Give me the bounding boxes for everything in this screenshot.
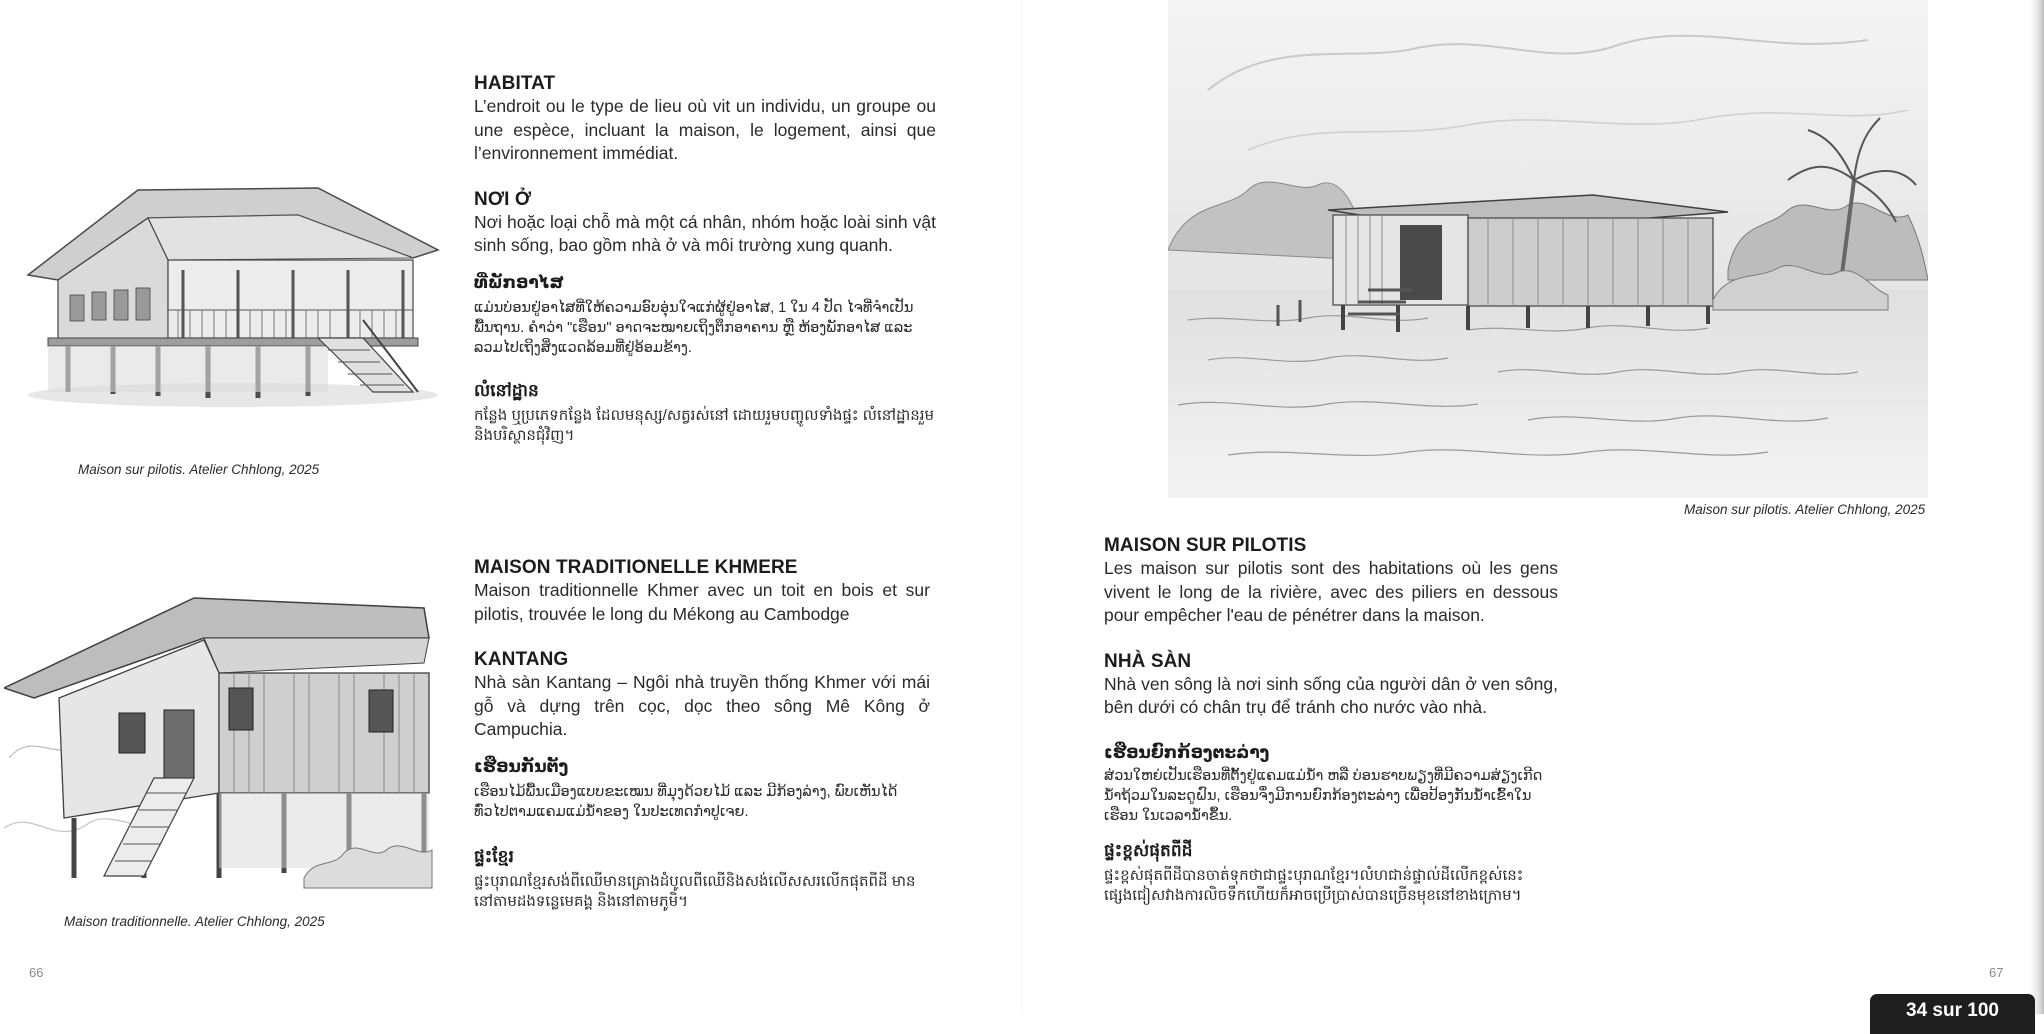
entry-title: ເຮືອນກັນຕັງ <box>474 756 569 776</box>
khmer-house-drawing-icon <box>4 578 434 893</box>
entry-text: ແມ່ນບ່ອນຢູ່ອາໄສທີ່ໃຫ້ຄວາມອົບອຸ່ນໃຈແກ່ຜູ້ຢູ່ອາໄສ, 1 ໃນ 4 ປັດ ໄຈທີ່ຈຳເປັນພື້ນຖານ. ຄຳວ່າ "ເຮືອນ" ອາດຈະໝາຍເຖິງຕຶກອາຄານ ຫຼື ຫ້ອງພັກອາໄສ ແລະ ລວມໄປເຖິງສິ່ງແວດລ້ອມທີ່ຢູ່ອ້ອມຂ້າງ. <box>474 299 914 356</box>
page-edge <box>2030 0 2044 1014</box>
illustration-caption: Maison sur pilotis. Atelier Chhlong, 2025 <box>78 462 320 477</box>
page-number: 66 <box>29 965 44 980</box>
entry-title: លំនៅដ្ឋាន <box>474 380 539 400</box>
page-counter-badge[interactable]: 34 sur 100 <box>1870 994 2035 1034</box>
entry-khmer-stilt-house <box>1104 840 1558 906</box>
riverside-stilt-hut-drawing-icon <box>1168 0 1928 498</box>
glossary-column <box>474 72 936 446</box>
entry-nha-san <box>1104 650 1558 720</box>
stilt-house-drawing-icon <box>18 180 443 415</box>
illustration-caption: Maison traditionnelle. Atelier Chhlong, 2025 <box>64 914 325 929</box>
entry-text: Nhà ven sông là nơi sinh sống của người dân ở ven sông, bên dưới có chân trụ để tránh cho nước vào nhà. <box>1104 673 1558 717</box>
entry-lao-habitat <box>474 272 936 358</box>
entry-text: Nơi hoặc loại chỗ mà một cá nhân, nhóm hoặc loài sinh vật sinh sống, bao gồm nhà ở và môi trường xung quanh. <box>474 211 936 255</box>
entry-lao-kantang <box>474 756 930 822</box>
entry-text: ផ្ទះខ្ពស់ផុតពីដីបានចាត់ទុកថាជាផ្ទះបុរាណខ្មែរ។លំហជាន់ផ្ទាល់ដីលើកខ្ពស់នេះផ្សេងជៀសវាងការលិចទឹកហើយក៏អាចប្រើប្រាស់បានច្រើនមុខនៅខាងក្រោម។ <box>1104 866 1524 904</box>
glossary-column <box>474 556 930 912</box>
entry-maison-khmere <box>474 556 930 626</box>
entry-text: ສ່ວນໃຫຍ່ເປັນເຮືອນທີ່ຕັ້ງຢູ່ແຄມແມ່ນ້ຳ ຫລື ບ່ອນຮາບພຽງທີ່ມີຄວາມສ່ຽງເກີດນ້ຳຖ້ວມໃນລະດູຝົນ, ເຮືອນຈຶ່ງມີການຍົກກ້ອງຕະລ່າງ ເພື່ອປ້ອງກັນນ້ຳເຂົ້າໃນເຮືອນ ໃນເວລານ້ຳຂຶ້ນ. <box>1104 767 1543 824</box>
entry-kantang <box>474 648 930 742</box>
book-spine <box>1021 0 1023 1014</box>
entry-title: KANTANG <box>474 649 569 670</box>
entry-lao-stilt-house <box>1104 742 1558 826</box>
entry-text: Maison traditionnelle Khmer avec un toit en bois et sur pilotis, trouvée le long du Mékong au Cambodge <box>474 580 930 624</box>
entry-text: Les maison sur pilotis sont des habitations où les gens vivent le long de la rivière, avec des piliers en dessous pour empêcher l'eau de pénétrer dans la maison. <box>1104 558 1558 625</box>
entry-title: MAISON SUR PILOTIS <box>1104 535 1307 556</box>
entry-title: ផ្ទះខ្មែរ <box>474 846 514 866</box>
entry-title: ផ្ទះខ្ពស់ផុតពីដី <box>1104 840 1193 860</box>
entry-title: ທີ່ພັກອາໄສ <box>474 272 564 292</box>
entry-text: ផ្ទះបុរាណខ្មែរសង់ពីឈើមានគ្រោងដំបូលពីឈើនិងសង់លើសសរលើកផុតពីដី មាននៅតាមដងទន្លេមេគង្គ និងនៅតាមភូមិ។ <box>474 872 916 910</box>
entry-text: Nhà sàn Kantang – Ngôi nhà truyền thống Khmer với mái gỗ và dựng trên cọc, dọc theo sông Mê Kông ở Campuchia. <box>474 672 930 739</box>
entry-title: HABITAT <box>474 73 556 94</box>
entry-noi-o <box>474 188 936 258</box>
entry-khmer-habitat <box>474 380 936 446</box>
entry-title: NHÀ SÀN <box>1104 650 1192 672</box>
entry-text: កន្លែង ឬប្រភេទកន្លែង ដែលមនុស្ស/សត្វរស់នៅ ដោយរួមបញ្ចូលទាំងផ្ទះ លំនៅដ្ឋានរួម និងបរិស្ថានជុំវិញ។ <box>474 406 935 444</box>
entry-title: ເຮືອນຍົກກ້ອງຕະລ່າງ <box>1104 742 1270 762</box>
page-number: 67 <box>1989 965 2004 980</box>
entry-text: ເຮືອນໄມ້ພື້ນເມືອງແບບຂະເໝນ ທີ່ມຸງດ້ວຍໄມ້ ແລະ ມີກ້ອງລ່າງ, ພົບເຫັນໄດ້ທົ່ວໄປຕາມແຄມແມ່ນ້ຳຂອງ ໃນປະເທດກຳປູເຈຍ. <box>474 783 898 820</box>
entry-title: NƠI Ở <box>474 188 532 210</box>
glossary-column <box>1104 534 1558 906</box>
entry-title: MAISON TRADITIONELLE KHMERE <box>474 557 798 578</box>
entry-habitat <box>474 72 936 166</box>
entry-maison-sur-pilotis <box>1104 534 1558 628</box>
illustration-caption: Maison sur pilotis. Atelier Chhlong, 2025 <box>1684 502 1926 517</box>
entry-text: L’endroit ou le type de lieu où vit un individu, un groupe ou une espèce, incluant la maison, le logement, ainsi que l’environnement immédiat. <box>474 96 936 163</box>
entry-khmer-house <box>474 846 930 912</box>
